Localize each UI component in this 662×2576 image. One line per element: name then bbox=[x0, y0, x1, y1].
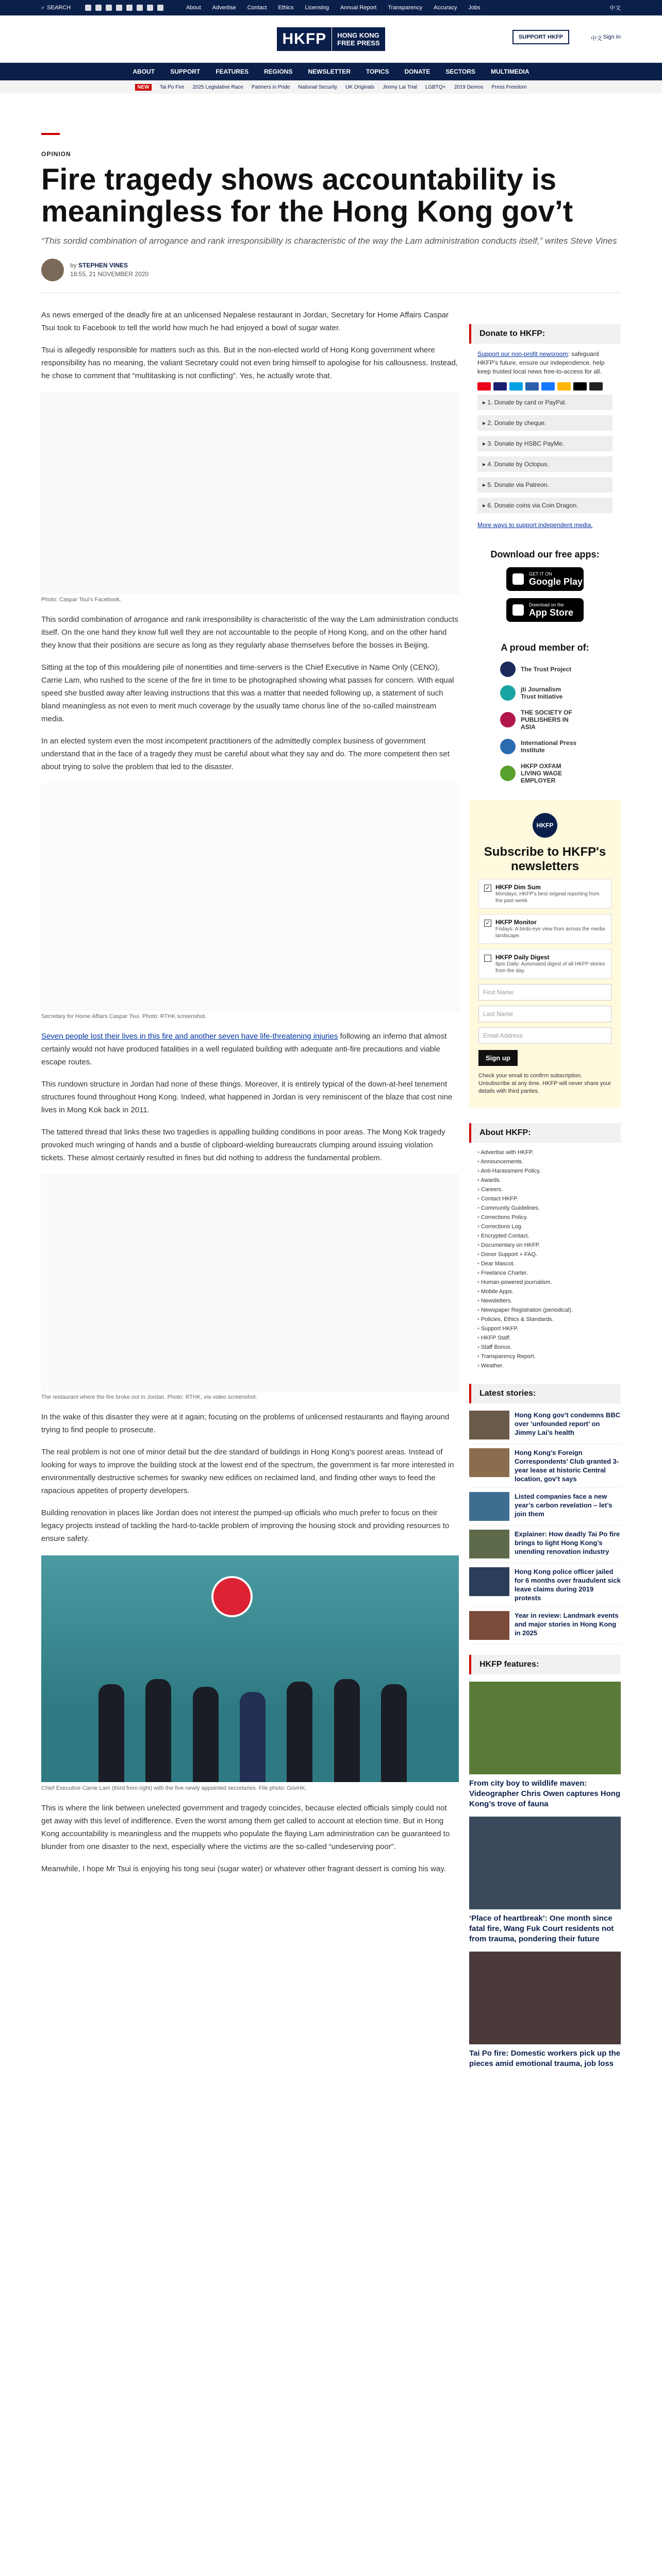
byline bbox=[41, 259, 621, 281]
checkbox[interactable] bbox=[484, 955, 491, 962]
topic-link[interactable]: UK Originals bbox=[345, 84, 375, 90]
feature-story[interactable] bbox=[469, 1952, 621, 2069]
masthead bbox=[0, 15, 662, 63]
rthk-screenshot-image bbox=[41, 784, 459, 1010]
donate-option[interactable]: ▸ 5. Donate via Patreon. bbox=[477, 477, 613, 494]
rss-icon[interactable] bbox=[157, 5, 163, 11]
feature-title[interactable]: Tai Po fire: Domestic workers pick up the pieces amid emotional trauma, job loss bbox=[469, 2049, 621, 2068]
topic-link[interactable]: Partners in Pride bbox=[251, 84, 290, 90]
about-link[interactable]: • Corrections Policy. bbox=[477, 1213, 613, 1222]
officials-group bbox=[88, 1664, 418, 1782]
google-play-button[interactable]: GET IT ON Google Play bbox=[506, 567, 584, 591]
latest-story[interactable] bbox=[469, 1563, 621, 1607]
payment-card-icon bbox=[557, 382, 571, 391]
main-nav bbox=[0, 63, 662, 80]
story-title[interactable]: Explainer: How deadly Tai Po fire brings to light Hong Kong’s unending renovation industry bbox=[515, 1530, 620, 1555]
donate-intro: Support our non-profit newsroom: safeguard HKFP's future, ensure our independence, help keep trusted local news free-to-access for all. bbox=[477, 350, 605, 375]
checkbox[interactable]: ✓ bbox=[484, 885, 491, 892]
paragraph: Sitting at the top of this mouldering pile of nonentities and time-servers is the Chief Executive in Name Only (CENO), Carrie Lam, who rushed to the scene of the fire in time to be photographed showing what passes for concern. With equal speed she bustled away after leaving instructions that this was a matter that needed following up, a statement of such bland meaningless as not even to merit much coverage by the usually tame chorus line of the so-called mainstream media. bbox=[41, 663, 454, 723]
latest-story[interactable] bbox=[469, 1488, 621, 1526]
bluesky-icon[interactable] bbox=[137, 5, 143, 11]
about-link[interactable]: • HKFP Staff. bbox=[477, 1333, 613, 1343]
nav-item[interactable]: MULTIMEDIA bbox=[491, 68, 529, 75]
x-icon[interactable] bbox=[95, 5, 102, 11]
story-title[interactable]: Year in review: Landmark events and major stories in Hong Kong in 2025 bbox=[515, 1612, 619, 1637]
top-link[interactable]: Transparency bbox=[388, 5, 423, 11]
payment-card-icon bbox=[525, 382, 539, 391]
paragraph: Tsui is allegedly responsible for matters such as this. But in the non-elected world of Hong Kong government where responsibility has no meaning, the valiant Secretary could not even bring himself to apologise for his callousness. Instead, he chose to comment that “multitasking is not conflicting”. Yes, he actually wrote that. bbox=[41, 346, 458, 380]
topic-link[interactable]: National Security bbox=[298, 84, 337, 90]
about-link[interactable]: • Anti-Harassment Policy. bbox=[477, 1166, 613, 1176]
paragraph: Meanwhile, I hope Mr Tsui is enjoying his tong seui (sugar water) or whatever other fragrant dessert is coming his way. bbox=[41, 1865, 446, 1873]
jti-icon bbox=[500, 685, 516, 701]
sidebar bbox=[469, 293, 621, 2069]
search-icon: ⌕ bbox=[41, 4, 45, 11]
donate-options bbox=[469, 395, 621, 514]
image-caption: Photo: Caspar Tsui's Facebook. bbox=[41, 597, 121, 603]
publish-date: 18:55, 21 NOVEMBER 2020 bbox=[70, 270, 149, 278]
member-logo[interactable]: HKFP OXFAM LIVING WAGE EMPLOYER bbox=[500, 762, 621, 784]
top-link[interactable]: Ethics bbox=[278, 5, 294, 11]
latest-story[interactable] bbox=[469, 1607, 621, 1645]
about-link[interactable]: • Policies, Ethics & Standards. bbox=[477, 1315, 613, 1324]
story-thumbnail[interactable] bbox=[469, 1492, 509, 1521]
latest-list bbox=[469, 1406, 621, 1645]
new-badge: NEW bbox=[135, 84, 151, 91]
instagram-icon[interactable] bbox=[106, 5, 112, 11]
red-rule bbox=[41, 133, 60, 135]
top-link[interactable]: Annual Report bbox=[340, 5, 377, 11]
article-body bbox=[41, 293, 459, 1875]
logo-wordmark: HONG KONG FREE PRESS bbox=[332, 27, 385, 51]
sign-in-link[interactable]: Sign In bbox=[603, 34, 621, 40]
payment-card-icon bbox=[573, 382, 587, 391]
about-link[interactable]: • Community Guidelines. bbox=[477, 1204, 613, 1213]
donate-link[interactable]: Support our non-profit newsroom bbox=[477, 350, 568, 358]
about-link[interactable]: • Careers. bbox=[477, 1185, 613, 1194]
topic-link[interactable]: LGBTQ+ bbox=[425, 84, 446, 90]
about-link[interactable]: • Encrypted Contact. bbox=[477, 1231, 613, 1241]
nav-item[interactable]: SECTORS bbox=[445, 68, 476, 75]
paragraph: This is where the link between unelected government and tragedy coincides, because elected officials simply could not get away with this level of indifference. Even the worst among them get called to account at election time. But in Hong Kong accountability is meaningless and the muppets who populate the flaying Lam administration can be guaranteed to blunder from one disaster to the next, especially where the victims are the so-called “undeserving poor”. bbox=[41, 1804, 450, 1851]
feature-title[interactable]: From city boy to wildlife maven: Videographer Chris Owen captures Hong Kong’s trove of fauna bbox=[469, 1779, 621, 1808]
nav-item[interactable]: REGIONS bbox=[263, 68, 293, 75]
top-lang[interactable]: 中文 bbox=[609, 5, 621, 11]
paragraph: This sordid combination of arrogance and rank irresponsibility is characteristic of the way the Lam administration conducts itself. On the one hand they know full well they are not accountable to the people of Hong Kong, and on the other hand they know that their positions are secure as long as they regularly abase themselves before the bosses in Beijing. bbox=[41, 615, 458, 650]
payment-card-icon bbox=[477, 382, 491, 391]
restaurant-image bbox=[41, 1175, 459, 1391]
article-kicker[interactable]: OPINION bbox=[41, 150, 71, 158]
top-link[interactable]: Advertise bbox=[212, 5, 236, 11]
member-heading: A proud member of: bbox=[501, 642, 589, 653]
more-ways-link[interactable]: More ways to support independent media. bbox=[477, 521, 593, 529]
topic-link[interactable]: 2025 Legislative Race bbox=[192, 84, 243, 90]
youtube-icon[interactable] bbox=[126, 5, 133, 11]
paragraph: As news emerged of the deadly fire at an unlicensed Nepalese restaurant in Jordan, Secretary for Home Affairs Caspar Tsui took to Facebook to tell the world how much he had enjoyed a bowl of sugar water. bbox=[41, 311, 449, 332]
oxfam-icon bbox=[500, 766, 516, 781]
latest-heading: Latest stories: bbox=[469, 1384, 621, 1403]
hkfp-logo[interactable] bbox=[277, 27, 385, 51]
about-link[interactable]: • Newspaper Registration (periodical). bbox=[477, 1306, 613, 1315]
story-title[interactable]: Hong Kong gov’t condemns BBC over ‘unfounded report’ on Jimmy Lai’s health bbox=[515, 1411, 621, 1436]
sopa-icon bbox=[500, 712, 516, 727]
donate-option[interactable]: ▸ 4. Donate by Octopus. bbox=[477, 456, 613, 473]
about-link[interactable]: • Staff Bonus. bbox=[477, 1343, 613, 1352]
top-search[interactable]: ⌕ SEARCH bbox=[41, 4, 71, 11]
about-list bbox=[469, 1143, 621, 1376]
topic-link[interactable]: Tai Po Fire bbox=[159, 84, 185, 90]
member-logo[interactable]: jti Journalism Trust Initiative bbox=[500, 685, 621, 701]
payment-card-icon bbox=[493, 382, 507, 391]
image-caption: Chief Executive Carrie Lam (third from right) with the five newly appointed secretaries. File photo: GovHK. bbox=[41, 1785, 307, 1791]
paragraph: The real problem is not one of minor detail but the dire standard of buildings in Hong Kong’s poorest areas. Instead of looking for ways to improve the building stock at the lowest end of the spectrum, the government is far more interested in environmentally destructive schemes for swanky new edifices on reclaimed land, and finding other ways to feed the rapacious appetites of property developers. bbox=[41, 1448, 454, 1495]
feature-image[interactable] bbox=[469, 1952, 621, 2044]
member-logo[interactable]: The Trust Project bbox=[500, 662, 621, 677]
social-icons bbox=[85, 5, 163, 11]
feature-title[interactable]: ‘Place of heartbreak’: One month since fatal fire, Wang Fuk Court residents not from trauma, pondering their future bbox=[469, 1914, 614, 1943]
story-title[interactable]: Hong Kong police officer jailed for 6 months over fraudulent sick leave claims during 2019 protests bbox=[515, 1568, 621, 1602]
latest-story[interactable] bbox=[469, 1406, 621, 1444]
app-store-button[interactable]: Download on the App Store bbox=[506, 598, 584, 622]
about-link[interactable]: • Freelance Charter. bbox=[477, 1268, 613, 1278]
newsletter-box bbox=[469, 800, 621, 1108]
about-link[interactable]: • Support HKFP. bbox=[477, 1324, 613, 1333]
image-caption: The restaurant where the fire broke out in Jordan. Photo: RTHK, via video screenshot. bbox=[41, 1394, 257, 1400]
ipi-icon bbox=[500, 739, 516, 754]
about-link[interactable]: • Weather. bbox=[477, 1361, 613, 1370]
donate-option[interactable]: ▸ 2. Donate by cheque. bbox=[477, 415, 613, 432]
support-hkfp-button[interactable]: SUPPORT HKFP bbox=[512, 30, 569, 44]
topic-strip bbox=[0, 80, 662, 94]
paragraph: The tattered thread that links these two tragedies is appalling building conditions in poor areas. The Mong Kok tragedy provoked much wringing of hands and a bustle of clipboard-wielding bureaucrats clumping around issuing violation tickets. These almost certainly resulted in fines but did nothing to address the fundamental problem. bbox=[41, 1128, 445, 1162]
signup-button[interactable]: Sign up bbox=[478, 1050, 518, 1066]
article-link[interactable]: Seven people lost their lives in this fire and another seven have life-threatening injuries bbox=[41, 1032, 338, 1041]
linkedin-icon[interactable] bbox=[147, 5, 153, 11]
member-logo[interactable]: International Press Institute bbox=[500, 739, 621, 754]
member-logo[interactable]: THE SOCIETY OF PUBLISHERS IN ASIA bbox=[500, 709, 621, 731]
content-area bbox=[0, 293, 662, 2576]
about-link[interactable]: • Transparency Report. bbox=[477, 1352, 613, 1361]
language-switch[interactable]: 中文 bbox=[591, 36, 602, 42]
newsletter-option[interactable]: ✓ HKFP Dim Sum Mondays: HKFP's best original reporting from the past week. bbox=[478, 879, 611, 909]
hkfp-badge-icon: HKFP bbox=[533, 813, 557, 838]
facebook-screenshot-image bbox=[41, 393, 459, 594]
story-title[interactable]: Hong Kong’s Foreign Correspondents’ Club granted 3-year lease at historic Central location, gov’t says bbox=[515, 1449, 619, 1483]
donate-heading: Donate to HKFP: bbox=[469, 324, 621, 344]
google-play-icon bbox=[512, 573, 524, 585]
image-caption: Secretary for Home Affairs Caspar Tsui. Photo: RTHK screenshot. bbox=[41, 1013, 207, 1020]
checkbox[interactable]: ✓ bbox=[484, 920, 491, 927]
newsletter-note: Check your email to confirm subscription. Unsubscribe at any time. HKFP will never share your details with third parties. bbox=[478, 1073, 611, 1094]
story-thumbnail[interactable] bbox=[469, 1448, 509, 1477]
topic-link[interactable]: Jimmy Lai Trial bbox=[383, 84, 417, 90]
paragraph: In an elected system even the most incompetent practitioners of the admittedly complex business of government understand that in the face of a tragedy they must be careful about what they say and do. The more competent then set about trying to solve the problem that led to the disaster. bbox=[41, 737, 450, 771]
donate-option[interactable]: ▸ 6. Donate coins via Coin Dragon. bbox=[477, 498, 613, 514]
paragraph: Seven people lost their lives in this fire and another seven have life-threatening injuries following an inferno that almost certainly would not have produced fatalities in a well regulated building with adequate anti-fire precautions and viable escape routes. bbox=[41, 1032, 447, 1066]
last-name-input[interactable]: Last Name bbox=[478, 1006, 611, 1022]
article-header bbox=[0, 133, 662, 281]
story-thumbnail[interactable] bbox=[469, 1611, 509, 1640]
paragraph: This rundown structure in Jordan had none of these things. Moreover, it is entirely typical of the down-at-heel tenement structures found throughout Hong Kong. Indeed, what happened in Jordan is very reminiscent of the blaze that cost nine lives in Mong Kok back in 2011. bbox=[41, 1080, 453, 1114]
article-standfirst: “This sordid combination of arrogance and rank irresponsibility is characteristic of the way the Lam administration conducts itself,” writes Steve Vines bbox=[41, 236, 617, 246]
story-title[interactable]: Listed companies face a new year’s carbon revelation – let’s join them bbox=[515, 1493, 613, 1518]
about-link[interactable]: • Contact HKFP. bbox=[477, 1194, 613, 1204]
about-link[interactable]: • Dear Mascot. bbox=[477, 1259, 613, 1268]
nav-item[interactable]: ABOUT bbox=[133, 68, 155, 75]
emblem-icon bbox=[211, 1576, 253, 1617]
donate-option[interactable]: ▸ 3. Donate by HSBC PayMe. bbox=[477, 436, 613, 452]
nav-item[interactable]: SUPPORT bbox=[170, 68, 201, 75]
features-list bbox=[469, 1682, 621, 2069]
top-link[interactable]: Accuracy bbox=[434, 5, 457, 11]
topic-link[interactable]: Press Freedom bbox=[491, 84, 527, 90]
story-thumbnail[interactable] bbox=[469, 1411, 509, 1439]
threads-icon[interactable] bbox=[116, 5, 122, 11]
top-link[interactable]: About bbox=[186, 5, 201, 11]
about-link[interactable]: • Corrections Log. bbox=[477, 1222, 613, 1231]
newsletter-option[interactable]: HKFP Daily Digest 8pm Daily: Automated digest of all HKFP stories from the day. bbox=[478, 949, 611, 979]
about-heading: About HKFP: bbox=[469, 1123, 621, 1143]
paragraph: In the wake of this disaster they were at it again; focusing on the problems of unlicensed restaurants and flaying around trying to find people to prosecute. bbox=[41, 1413, 450, 1434]
story-thumbnail[interactable] bbox=[469, 1530, 509, 1558]
newsletter-title: Subscribe to HKFP's newsletters bbox=[484, 845, 606, 873]
features-heading: HKFP features: bbox=[469, 1655, 621, 1674]
byline-text: by STEPHEN VINES 18:55, 21 NOVEMBER 2020 bbox=[70, 262, 149, 278]
story-thumbnail[interactable] bbox=[469, 1567, 509, 1596]
payment-cards bbox=[469, 382, 621, 391]
top-link[interactable]: Jobs bbox=[468, 5, 481, 11]
feature-story[interactable] bbox=[469, 1817, 621, 1944]
top-link[interactable]: Contact bbox=[247, 5, 267, 11]
payment-card-icon bbox=[589, 382, 603, 391]
about-link[interactable]: • Awards. bbox=[477, 1176, 613, 1185]
top-link[interactable]: Licensing bbox=[305, 5, 329, 11]
top-links bbox=[186, 5, 481, 11]
about-link[interactable]: • Documentary on HKFP. bbox=[477, 1241, 613, 1250]
nav-item[interactable]: TOPICS bbox=[366, 68, 389, 75]
about-link[interactable]: • Announcements. bbox=[477, 1157, 613, 1166]
feature-image[interactable] bbox=[469, 1682, 621, 1774]
trust-project-icon bbox=[500, 662, 516, 677]
top-bar bbox=[0, 0, 662, 15]
about-link[interactable]: • Mobile Apps. bbox=[477, 1287, 613, 1296]
logo-mark: HKFP bbox=[277, 27, 332, 51]
payment-card-icon bbox=[541, 382, 555, 391]
feature-image[interactable] bbox=[469, 1817, 621, 1909]
facebook-icon[interactable] bbox=[85, 5, 91, 11]
email-input[interactable]: Email Address bbox=[478, 1027, 611, 1044]
about-link[interactable]: • Donor Support + FAQ. bbox=[477, 1250, 613, 1259]
paragraph: Building renovation in places like Jordan does not interest the pumped-up officials who much prefer to focus on their legacy projects instead of tackling the hard-to-tackle problem of improving the housing stock and providing resources to ensure safety. bbox=[41, 1509, 450, 1543]
article-title: Fire tragedy shows accountability is meaningless for the Hong Kong gov’t bbox=[41, 163, 573, 228]
about-link[interactable]: • Human-powered journalism. bbox=[477, 1278, 613, 1287]
topic-link[interactable]: 2019 Demos bbox=[454, 84, 484, 90]
donate-option[interactable]: ▸ 1. Donate by card or PayPal. bbox=[477, 395, 613, 411]
latest-story[interactable] bbox=[469, 1526, 621, 1563]
about-link[interactable]: • Advertise with HKFP. bbox=[477, 1148, 613, 1157]
nav-item[interactable]: DONATE bbox=[404, 68, 431, 75]
first-name-input[interactable]: First Name bbox=[478, 984, 611, 1001]
newsletter-option[interactable]: ✓ HKFP Monitor Fridays: A birds-eye view from across the media landscape. bbox=[478, 914, 611, 944]
nav-item[interactable]: NEWSLETTER bbox=[308, 68, 351, 75]
author-link[interactable]: STEPHEN VINES bbox=[78, 262, 128, 269]
author-avatar[interactable] bbox=[41, 259, 64, 281]
feature-story[interactable] bbox=[469, 1682, 621, 1809]
payment-card-icon bbox=[509, 382, 523, 391]
about-link[interactable]: • Newsletters. bbox=[477, 1296, 613, 1306]
apps-heading: Download our free apps: bbox=[490, 549, 600, 560]
nav-item[interactable]: FEATURES bbox=[216, 68, 249, 75]
apple-icon bbox=[512, 604, 524, 616]
officials-photo bbox=[41, 1555, 459, 1782]
latest-story[interactable] bbox=[469, 1444, 621, 1488]
